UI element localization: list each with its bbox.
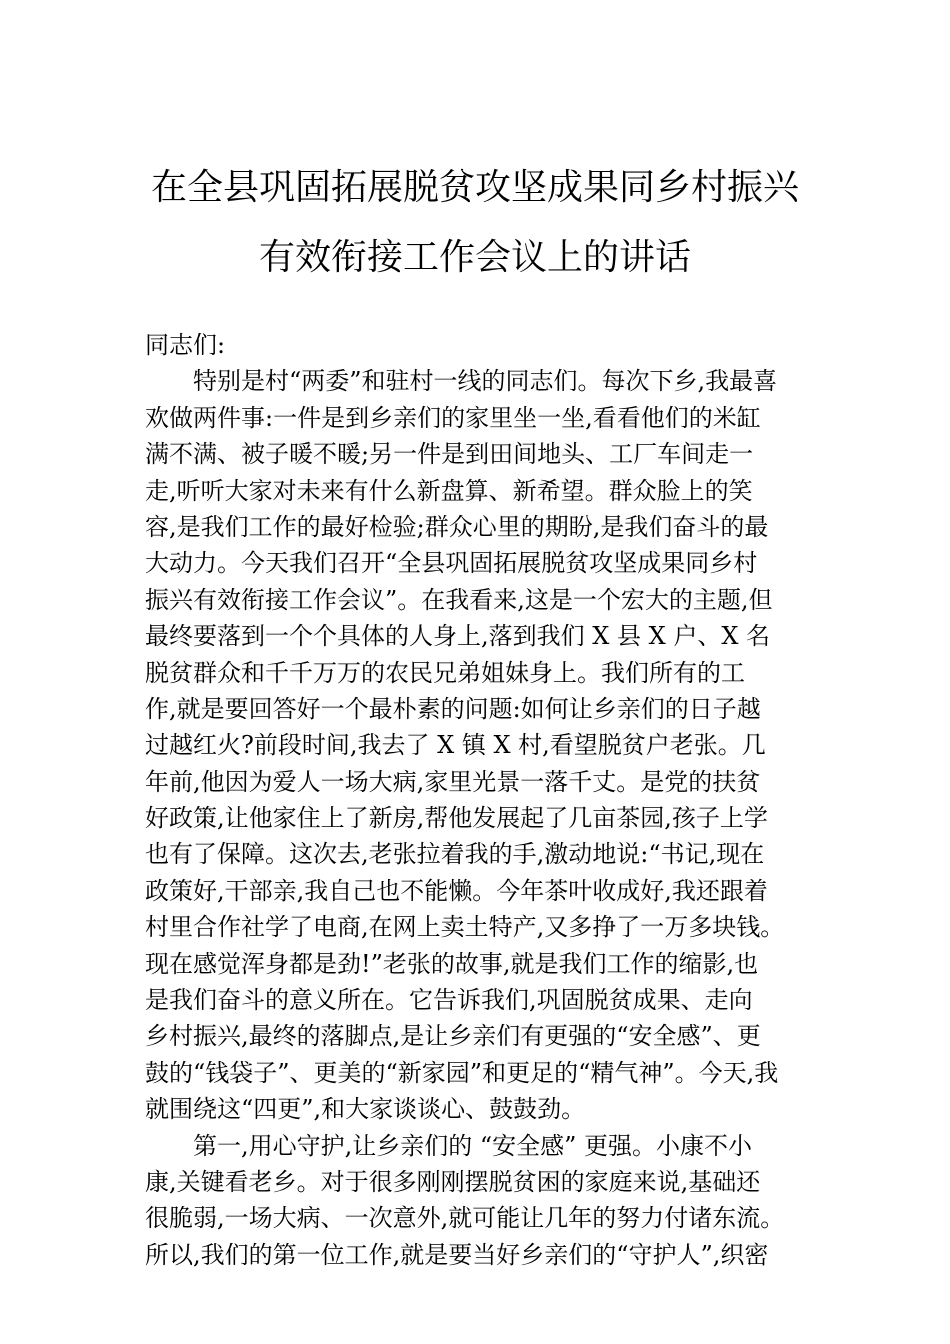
body-line: 特别是村“两委”和驻村一线的同志们。每次下乡,我最喜	[145, 367, 778, 396]
salutation: 同志们:	[145, 331, 226, 359]
body-line: 过越红火?前段时间,我去了 X 镇 X 村,看望脱贫户老张。几	[145, 731, 766, 760]
body-line: 年前,他因为爱人一场大病,家里光景一落千丈。是党的扶贫	[145, 767, 761, 796]
document-title-line-1: 在全县巩固拓展脱贫攻坚成果同乡村振兴	[150, 167, 799, 208]
body-line: 康,关键看老乡。对于很多刚刚摆脱贫困的家庭来说,基础还	[145, 1167, 761, 1196]
body-line: 乡村振兴,最终的落脚点,是让乡亲们有更强的“安全感”、更	[145, 1022, 761, 1051]
body-line: 振兴有效衔接工作会议”。在我看来,这是一个宏大的主题,但	[145, 585, 773, 614]
body-line: 满不满、被子暖不暖;另一件是到田间地头、工厂车间走一	[145, 440, 754, 469]
body-line: 脱贫群众和千千万万的农民兄弟姐妹身上。我们所有的工	[145, 658, 745, 687]
body-line: 鼓的“钱袋子”、更美的“新家园”和更足的“精气神”。今天,我	[145, 1058, 779, 1087]
body-line: 是我们奋斗的意义所在。它告诉我们,巩固脱贫成果、走向	[145, 986, 753, 1015]
body-line: 现在感觉浑身都是劲!”老张的故事,就是我们工作的缩影,也	[145, 949, 759, 978]
body-line: 所以,我们的第一位工作,就是要当好乡亲们的“守护人”,织密	[145, 1240, 769, 1269]
body-line: 很脆弱,一场大病、一次意外,就可能让几年的努力付诸东流。	[145, 1204, 785, 1233]
body-line: 村里合作社学了电商,在网上卖土特产,又多挣了一万多块钱。	[145, 913, 785, 942]
body-line: 第一,用心守护,让乡亲们的 “安全感” 更强。小康不小	[145, 1131, 753, 1160]
body-line: 最终要落到一个个具体的人身上,落到我们 X 县 X 户、X 名	[145, 622, 771, 651]
body-line: 也有了保障。这次去,老张拉着我的手,激动地说:“书记,现在	[145, 840, 765, 869]
body-line: 走,听听大家对未来有什么新盘算、新希望。群众脸上的笑	[145, 476, 753, 505]
body-line: 容,是我们工作的最好检验;群众心里的期盼,是我们奋斗的最	[145, 512, 769, 541]
body-line: 欢做两件事:一件是到乡亲们的家里坐一坐,看看他们的米缸	[145, 403, 761, 432]
body-line: 作,就是要回答好一个最朴素的问题:如何让乡亲们的日子越	[145, 694, 761, 723]
document-body	[145, 327, 825, 1273]
body-line: 政策好,干部亲,我自己也不能懒。今年茶叶收成好,我还跟着	[145, 876, 768, 905]
body-line: 就围绕这“四更”,和大家谈谈心、鼓鼓劲。	[145, 1095, 586, 1124]
document-title-line-2: 有效衔接工作会议上的讲话	[258, 237, 691, 278]
body-line: 好政策,让他家住上了新房,帮他发展起了几亩茶园,孩子上学	[145, 804, 768, 833]
body-line: 大动力。今天我们召开“全县巩固拓展脱贫攻坚成果同乡村	[145, 549, 758, 578]
